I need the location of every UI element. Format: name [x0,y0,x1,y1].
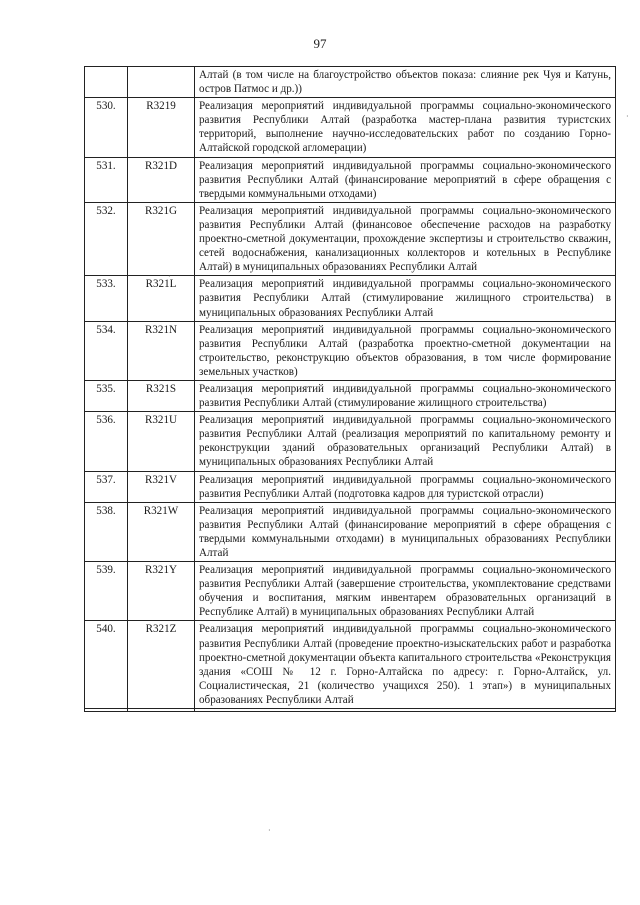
table-row [85,709,616,712]
row-description: Реализация мероприятий индивидуальной программы социально-экономического развития Республики Алтай (разработка мастер-плана развития туристских территорий, выполнение научно-исследовательских работ по созданию Горно-Алтайской городской агломерации) [195,98,616,157]
row-description: Реализация мероприятий индивидуальной программы социально-экономического развития Республики Алтай (стимулирование жилищного строительства) [195,380,616,411]
row-code: R321S [128,380,195,411]
row-code: R321Y [128,562,195,621]
row-description: Реализация мероприятий индивидуальной программы социально-экономического развития Республики Алтай (разработка проектно-сметной документации на строительство, реконструкцию объектов образования, в том числе формирование земельных участков) [195,321,616,380]
table-row [85,98,616,157]
row-code: R321L [128,276,195,321]
row-number: 534. [85,321,128,380]
table-row [85,276,616,321]
row-code: R321Z [128,621,195,709]
scan-speck: · [168,272,171,281]
row-code [128,67,195,98]
row-number: 537. [85,471,128,502]
page-number: 97 [313,36,327,51]
table-row [85,202,616,275]
row-description: Реализация мероприятий индивидуальной программы социально-экономического развития Республики Алтай (проведение проектно-изыскательских работ и разработка проектно-сметной документации объекта капитального строительства «Реконструкция здания «СОШ № 12 г. Горно-Алтайска по адресу: г. Горно-Алтайск, ул. Социалистическая, 21 (количество учащихся 250). 1 этап») в муниципальных образованиях Республики Алтай [195,621,616,709]
table-row [85,412,616,471]
row-code: R3219 [128,98,195,157]
row-description: Реализация мероприятий индивидуальной программы социально-экономического развития Республики Алтай (подготовка кадров для туристской отрасли) [195,471,616,502]
table-row [85,321,616,380]
table-row [85,157,616,202]
scan-speck: · [268,826,271,835]
row-number: 540. [85,621,128,709]
row-code: R321W [128,502,195,561]
row-number: 538. [85,502,128,561]
row-code: R321V [128,471,195,502]
row-description: Реализация мероприятий индивидуальной программы социально-экономического развития Республики Алтай (реализация мероприятий по капитальному ремонту и реконструкции зданий образовательных организаций Республики Алтай) в муниципальных образованиях Республики Алтай [195,412,616,471]
table-row [85,67,616,98]
row-number: 539. [85,562,128,621]
table-row [85,562,616,621]
row-description: Алтай (в том числе на благоустройство объектов показа: слияние рек Чуя и Катунь, остров Патмос и др.)) [195,67,616,98]
row-number: 532. [85,202,128,275]
row-number [85,67,128,98]
row-description: Реализация мероприятий индивидуальной программы социально-экономического развития Республики Алтай (финансовое обеспечение расходов на разработку проектно-сметной документации, прохождение экспертизы и строительство скважин, сетей водоснабжения, канализационных коллекторов и котельных в Республике Алтай) в муниципальных образованиях Республики Алтай [195,202,616,275]
row-code [128,709,195,712]
table-row [85,621,616,709]
row-number: 533. [85,276,128,321]
scan-speck: · [626,112,629,121]
row-number [85,709,128,712]
row-number: 531. [85,157,128,202]
row-description: Реализация мероприятий индивидуальной программы социально-экономического развития Республики Алтай (финансирование мероприятий в сфере обращения с твердыми коммунальными отходами) [195,157,616,202]
table-row [85,380,616,411]
budget-code-table [84,66,616,712]
row-description: Реализация мероприятий индивидуальной программы социально-экономического развития Республики Алтай (финансирование мероприятий в сфере обращения с твердыми коммунальными отходами) в муниципальных образованиях Республики Алтай [195,502,616,561]
row-code: R321N [128,321,195,380]
row-number: 530. [85,98,128,157]
row-description [195,709,616,712]
row-code: R321D [128,157,195,202]
row-code: R321G [128,202,195,275]
row-code: R321U [128,412,195,471]
row-number: 536. [85,412,128,471]
table-row [85,502,616,561]
row-description: Реализация мероприятий индивидуальной программы социально-экономического развития Республики Алтай (завершение строительства, укомплектование средствами обучения и воспитания, мягким инвентарем образовательных организаций в Республике Алтай) в муниципальных образованиях Республики Алтай [195,562,616,621]
row-number: 535. [85,380,128,411]
row-description: Реализация мероприятий индивидуальной программы социально-экономического развития Республики Алтай (стимулирование жилищного строительства) в муниципальных образованиях Республики Алтай [195,276,616,321]
table-row [85,471,616,502]
